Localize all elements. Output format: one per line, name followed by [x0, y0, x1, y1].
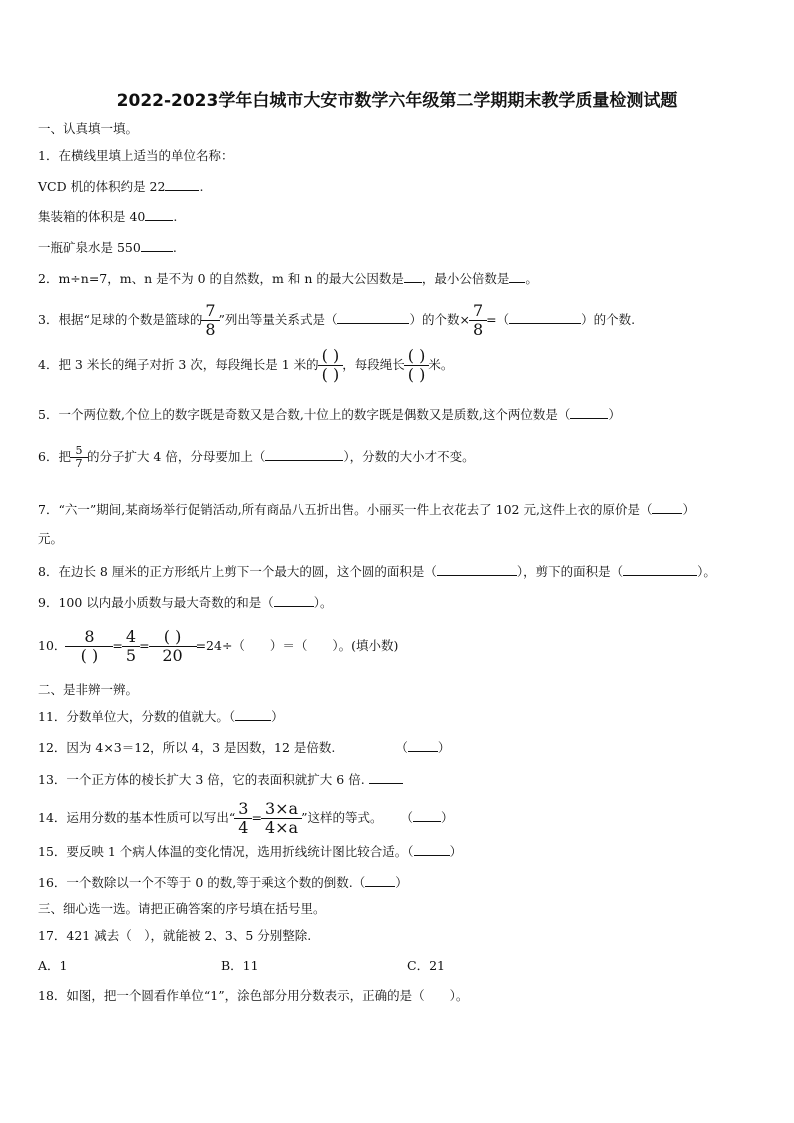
- fraction-8-blank[interactable]: 8 ( ): [67, 628, 111, 665]
- answer-blank[interactable]: [413, 809, 441, 822]
- fraction-blank[interactable]: ( ) ( ): [320, 347, 342, 384]
- answer-blank[interactable]: [509, 270, 525, 283]
- question-5: 5．一个两位数,个位上的数字既是奇数又是合数,十位上的数字既是偶数又是质数,这个两位数是（ ）: [38, 407, 621, 422]
- answer-blank[interactable]: [265, 448, 343, 461]
- question-1-stem: 1．在横线里填上适当的单位名称：: [38, 148, 234, 163]
- section-heading-1: 一、认真填一填。: [38, 121, 139, 136]
- answer-blank[interactable]: [235, 708, 271, 721]
- question-1a: VCD 机的体积约是 22 .: [38, 179, 204, 194]
- section-heading-3: 三、细心选一选。请把正确答案的序号填在括号里。: [38, 901, 326, 916]
- answer-blank[interactable]: [570, 406, 608, 419]
- question-16: 16．一个数除以一个不等于 0 的数,等于乘这个数的倒数.（ ）: [38, 875, 408, 890]
- answer-blank[interactable]: [414, 843, 450, 856]
- fraction-5-7: $\frac{5}{7}$: [72, 445, 86, 470]
- answer-blank[interactable]: [337, 311, 409, 324]
- question-10: 10． 8 ( ) = $\frac{4}{5}$ = ( ) 20 =24÷（ ）＝（ ）。(填小数): [38, 627, 399, 665]
- answer-blank[interactable]: [437, 563, 517, 576]
- fraction-blank-20[interactable]: ( ) 20: [151, 628, 195, 665]
- answer-blank[interactable]: [404, 270, 422, 283]
- fraction-3-4: $\frac{3}{4}$: [236, 800, 250, 837]
- answer-blank[interactable]: [369, 771, 403, 784]
- question-4: 4．把 3 米长的绳子对折 3 次，每段绳长是 1 米的 ( ) ( ) ，每段绳长 ( ) ( ) 米。: [38, 346, 454, 384]
- answer-blank[interactable]: [365, 874, 395, 887]
- answer-blank[interactable]: [652, 501, 682, 514]
- question-12: 12．因为 4×3＝12，所以 4，3 是因数，12 是倍数. （ ）: [38, 740, 451, 755]
- option-b[interactable]: B．11: [221, 958, 259, 973]
- question-15: 15．要反映 1 个病人体温的变化情况，选用折线统计图比较合适。（ ）: [38, 844, 463, 859]
- question-14: 14．运用分数的基本性质可以写出“ $\frac{3}{4}$ = $\frac{3\times a}{4\times a}$ ”这样的等式。 （ ）: [38, 799, 454, 837]
- fraction-4-5: $\frac{4}{5}$: [124, 628, 138, 665]
- fraction-3a-4a: $\frac{3\times a}{4\times a}$: [263, 800, 300, 837]
- fraction-7-8: $\frac{7}{8}$: [203, 302, 217, 339]
- answer-blank[interactable]: [509, 311, 581, 324]
- question-13: 13．一个正方体的棱长扩大 3 倍，它的表面积就扩大 6 倍.: [38, 771, 403, 788]
- question-17: 17．421 减去（ ），就能被 2、3、5 分别整除.: [38, 928, 312, 943]
- answer-blank[interactable]: [623, 563, 697, 576]
- question-7: 7．“六一”期间,某商场举行促销活动,所有商品八五折出售。小丽买一件上衣花去了 102 元,这件上衣的原价是（ ）: [38, 502, 695, 517]
- answer-blank[interactable]: [141, 239, 173, 252]
- question-8: 8．在边长 8 厘米的正方形纸片上剪下一个最大的圆，这个圆的面积是（ ），剪下的面积是（ ）。: [38, 564, 716, 579]
- question-9: 9．100 以内最小质数与最大奇数的和是（ ）。: [38, 595, 333, 610]
- section-heading-2: 二、是非辨一辨。: [38, 682, 139, 697]
- question-1b: 集装箱的体积是 40 .: [38, 209, 178, 224]
- answer-blank[interactable]: [145, 208, 173, 221]
- answer-blank[interactable]: [274, 594, 314, 607]
- question-11: 11．分数单位大，分数的值就大。（ ）: [38, 709, 284, 724]
- page-title: 2022-2023学年白城市大安市数学六年级第二学期期末教学质量检测试题: [116, 91, 678, 111]
- answer-blank[interactable]: [408, 739, 438, 752]
- question-3: 3．根据“足球的个数是篮球的 $\frac{7}{8}$ ”列出等量关系式是（ ）的个数× $\frac{7}{8}$ =（ ）的个数.: [38, 301, 636, 339]
- option-c[interactable]: C．21: [407, 958, 445, 973]
- question-2: 2．m÷n=7，m、n 是不为 0 的自然数，m 和 n 的最大公因数是 ，最小公倍数是 。: [38, 271, 538, 286]
- question-6: 6．把 $\frac{5}{7}$ 的分子扩大 4 倍，分母要加上（ ），分数的大小才不变。: [38, 444, 475, 470]
- fraction-blank[interactable]: ( ) ( ): [406, 347, 428, 384]
- question-7-unit: 元。: [38, 531, 64, 546]
- question-1c: 一瓶矿泉水是 550 .: [38, 240, 177, 255]
- answer-blank[interactable]: [165, 178, 199, 191]
- fraction-7-8: $\frac{7}{8}$: [471, 302, 485, 339]
- option-a[interactable]: A．1: [38, 958, 68, 973]
- question-18: 18．如图，把一个圆看作单位“1”，涂色部分用分数表示，正确的是（ ）。: [38, 988, 469, 1003]
- question-17-options: [38, 958, 445, 974]
